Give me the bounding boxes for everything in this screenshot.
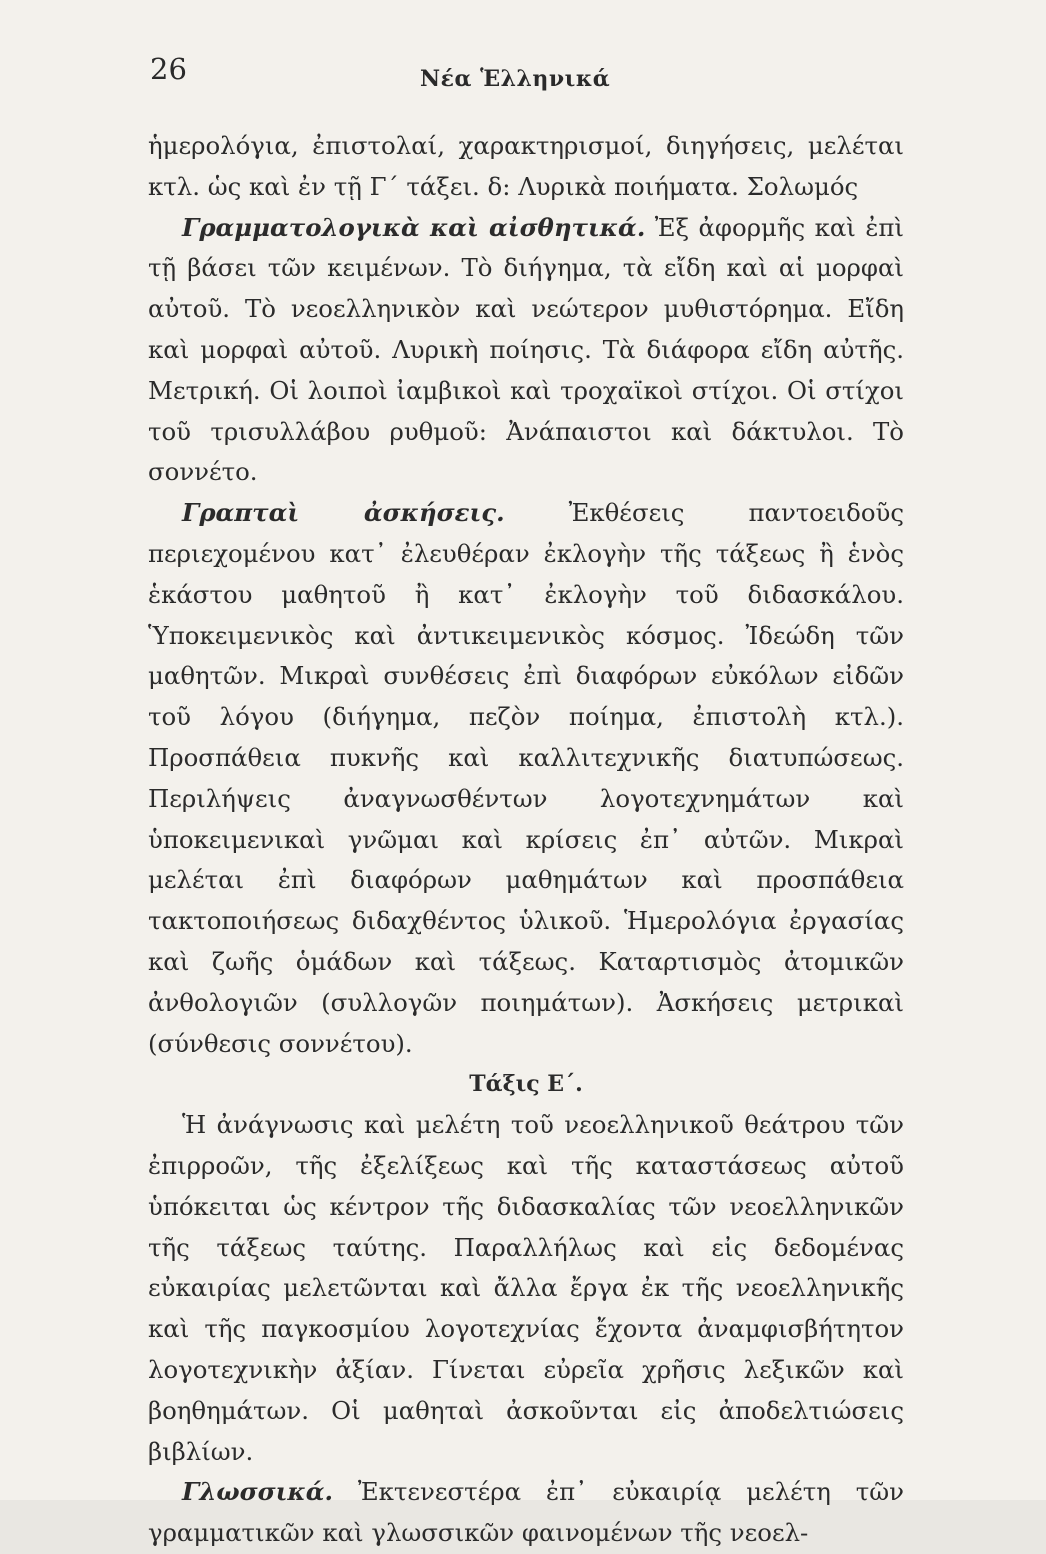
section-heading: Τάξις Ε΄. [469, 1071, 583, 1098]
body-text [148, 126, 904, 1554]
paragraph-diaries: ἡμερολόγια, ἐπιστολαί, χαρακτηρισμοί, διηγήσεις, μελέται κτλ. ὡς καὶ ἐν τῇ Γ΄ τάξει. δ: Λυρικὰ ποιήματα. Σολωμός [148, 131, 904, 201]
paragraph-linguistic [148, 1472, 904, 1554]
paragraph-lead-literary-aesthetic: Γραμματολογικὰ καὶ αἰσθητικά. [182, 212, 646, 242]
paragraph-text-written-exercises: Ἐκθέσεις παντοειδοῦς περιεχομένου κατ᾽ ἐλευθέραν ἐκλογὴν τῆς τάξεως ἢ ἑνὸς ἑκάστου μαθητοῦ ἢ κατ᾽ ἐκλογὴν τοῦ διδασκάλου. Ὑποκειμενικὸς καὶ ἀντικειμενικὸς κόσμος. Ἰδεώδη τῶν μαθητῶν. Μικραὶ συνθέσεις ἐπὶ διαφόρων εὐκόλων εἰδῶν τοῦ λόγου (διήγημα, πεζὸν ποίημα, ἐπιστολὴ κτλ.). Προσπάθεια πυκνῆς καὶ καλλιτεχνικῆς διατυπώσεως. Περιλήψεις ἀναγνωσθέντων λογοτεχνημάτων καὶ ὑποκειμενικαὶ γνῶμαι καὶ κρίσεις ἐπ᾽ αὐτῶν. Μικραὶ μελέται ἐπὶ διαφόρων μαθημάτων καὶ προσπάθεια τακτοποιήσεως διδαχθέντος ὑλικοῦ. Ἡμερολόγια ἐργασίας καὶ ζωῆς ὁμάδων καὶ τάξεως. Καταρτισμὸς ἀτομικῶν ἀνθολογιῶν (συλλογῶν ποιημάτων). Ἀσκήσεις μετρικαὶ (σύνθεσις σοννέτου). [148, 498, 904, 1058]
paragraph-lead-linguistic: Γλωσσικά. [182, 1477, 333, 1507]
paragraph-written-exercises [148, 493, 904, 1064]
paragraph-text-linguistic: Ἐκτενεστέρα ἐπ᾽ εὐκαιρίᾳ μελέτη τῶν γραμματικῶν καὶ γλωσσικῶν φαινομένων τῆς νεοελ- [148, 1477, 904, 1548]
page-number: 26 [150, 52, 187, 86]
paragraph-lead-written-exercises: Γραπταὶ ἀσκήσεις. [182, 498, 505, 528]
paragraph-text-literary-aesthetic: Ἐξ ἀφορμῆς καὶ ἐπὶ τῇ βάσει τῶν κειμένων. Τὸ διήγημα, τὰ εἴδη καὶ αἱ μορφαὶ αὐτοῦ. Τὸ νεοελληνικὸν καὶ νεώτερον μυθιστόρημα. Εἴδη καὶ μορφαὶ αὐτοῦ. Λυρικὴ ποίησις. Τὰ διάφορα εἴδη αὐτῆς. Μετρική. Οἱ λοιποὶ ἰαμβικοὶ καὶ τροχαϊκοὶ στίχοι. Οἱ στίχοι τοῦ τρισυλλάβου ρυθμοῦ: Ἀνάπαιστοι καὶ δάκτυλοι. Τὸ σοννέτο. [148, 212, 904, 487]
running-title: Νέα Ἑλληνικά [420, 66, 611, 92]
paragraph-literary-aesthetic [148, 208, 904, 494]
page-header [150, 52, 910, 102]
paragraph-theatre: Ἡ ἀνάγνωσις καὶ μελέτη τοῦ νεοελληνικοῦ θεάτρου τῶν ἐπιρροῶν, τῆς ἐξελίξεως καὶ τῆς καταστάσεως αὐτοῦ ὑπόκειται ὡς κέντρον τῆς διδασκαλίας τῶν νεοελληνικῶν τῆς τάξεως ταύτης. Παραλλήλως καὶ εἰς δεδομένας εὐκαιρίας μελετῶνται καὶ ἄλλα ἔργα ἐκ τῆς νεοελληνικῆς καὶ τῆς παγκοσμίου λογοτεχνίας ἔχοντα ἀναμφισβήτητον λογοτεχνικὴν ἀξίαν. Γίνεται εὐρεῖα χρῆσις λεξικῶν καὶ βοηθημάτων. Οἱ μαθηταὶ ἀσκοῦνται εἰς ἀποδελτιώσεις βιβλίων. [148, 1110, 904, 1466]
